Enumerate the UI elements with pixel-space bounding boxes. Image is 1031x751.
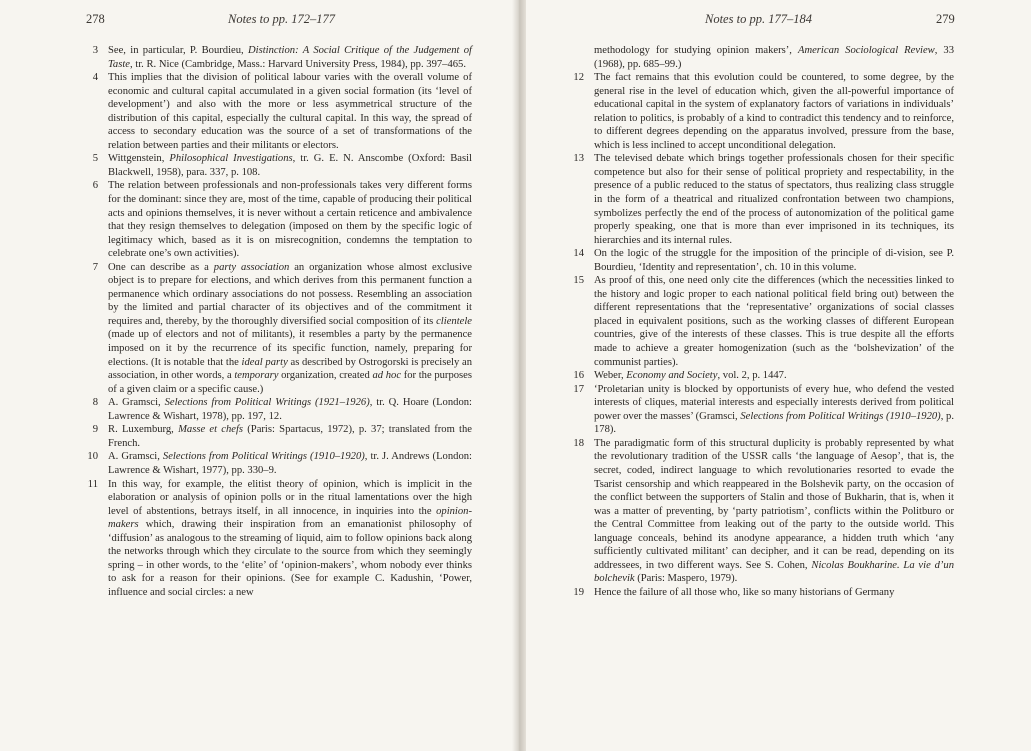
- note-italic-text: Selections from Political Writings (1921–1926): [164, 397, 370, 409]
- note-text: The relation between professionals and non-professionals takes very different forms for the dominant: since they are, most of the time, capable of producing their political acts and opinions themselves, it is never without a certain reticence and ambivalence that they resign themselves to delegation (imposed on them by the specific logic of legitimacy which, based as it is on misrecognition, condemns the temptation to celebrate one’s own activities).: [108, 180, 472, 260]
- note-12: [566, 71, 954, 152]
- right-page-number: 279: [936, 12, 955, 26]
- note-text: , tr. J. Andrews (London: Lawrence & Wishart, 1977), pp. 330–9.: [108, 451, 472, 476]
- note-text: A. Gramsci,: [108, 451, 163, 463]
- note-text: , tr. Q. Hoare (London: Lawrence & Wishart, 1978), pp. 197, 12.: [108, 397, 472, 422]
- note-number: 10: [87, 451, 98, 463]
- note-text: The televised debate which brings together professionals chosen for their specific competence but also for their sense of political propriety and respectability, in the presence of a public reduced to the status of spectators, thus realizing class struggle in the form of a theatrical and ritualized confrontation between two champions, symbolizes perfectly the end of the process of autonomization of the political game properly speaking, one that is more than ever imprisoned in its techniques, its hierarchies and its internal rules.: [594, 153, 954, 246]
- note-italic-text: opinion-makers: [108, 505, 472, 531]
- note-text: , vol. 2, p. 1447.: [717, 370, 787, 382]
- note-text: (made up of electors and not of militants), it resembles a party by the permanence imposed on it by the recurrence of its specific function, namely, preparing for elections. (It is notable that the: [108, 329, 472, 368]
- note-18: [566, 437, 954, 586]
- note-text: as described by Ostrogorski is precisely an association, in other words, a: [108, 356, 472, 382]
- note-8: [80, 396, 472, 423]
- note-15: [566, 274, 954, 369]
- note-text: In this way, for example, the elitist theory of opinion, which is implicit in the elaboration or analysis of opinion polls or in the ritual lamentations over the high level of abstentions, betrays itself, in all innocence, in inquiries into the: [108, 478, 472, 517]
- note-text: , tr. G. E. N. Anscombe (Oxford: Basil Blackwell, 1958), para. 337, p. 108.: [108, 153, 472, 178]
- note-number: 3: [92, 45, 98, 56]
- note-text: an organization whose almost exclusive object is to prepare for elections, and which derives from this permanent function a permanence which ordinary associations do not possess. Resembling an association by the limited and partial character of its objectives and of the commitment it requires and, thereby, by the thoroughly diversified social composition of its: [108, 261, 472, 327]
- note-text: Hence the failure of all those who, like so many historians of Germany: [594, 586, 895, 598]
- note-text: See, in particular, P. Bourdieu,: [108, 45, 248, 56]
- note-italic-text: Nicolas Boukharine. La vie d’un bolchevik: [594, 559, 954, 585]
- note-text: ‘Proletarian unity is blocked by opportunists of every hue, who defend the vested interests of cliques, material interests and especially interests derived from political power over the masses’ (Gramsci,: [594, 383, 954, 422]
- note-italic-text: ad hoc: [372, 370, 402, 382]
- note-text: , tr. R. Nice (Cambridge, Mass.: Harvard University Press, 1984), pp. 397–465.: [129, 58, 466, 70]
- note-italic-text: Selections from Political Writings (1910–1920): [740, 410, 941, 422]
- note-number: 15: [573, 275, 584, 287]
- note-italic-text: ideal party: [241, 356, 288, 368]
- note-number: 13: [573, 153, 584, 165]
- left-notes-list: [80, 44, 472, 599]
- note-text: Weber,: [594, 370, 627, 382]
- note-italic-text: temporary: [234, 370, 279, 382]
- note-7: [80, 261, 472, 396]
- note-text: methodology for studying opinion makers’,: [594, 45, 798, 56]
- note-continuation: [566, 44, 954, 71]
- right-page: [518, 0, 1031, 751]
- note-italic-text: clientele: [436, 315, 472, 327]
- note-11: [80, 478, 472, 600]
- note-number: 4: [92, 72, 98, 84]
- note-3: [80, 44, 472, 71]
- note-number: 16: [573, 370, 584, 382]
- note-19: [566, 586, 954, 600]
- note-italic-text: Masse et chefs: [178, 424, 244, 436]
- note-italic-text: Selections from Political Writings (1910–1920): [162, 451, 365, 463]
- right-notes-block: [566, 44, 954, 599]
- note-text: The paradigmatic form of this structural duplicity is probably represented by what the revolutionary tradition of the USSR calls ‘the language of Aesop’, that is, the secret, coded, indirect language to which revolutionaries resorted to evade the Tsarist censorship and which reappeared in the Bolshevik party, on the occasion of the conflict between the supporters of Stalin and those of Bukharin, that is, when it was a matter of preventing, by ‘party patriotism’, conflicts within the Politburo or the Central Committee from leaking out of the party to the outside world. This language conceals, behind its anodyne appearance, a hidden truth which ‘any sufficiently cultivated militant’ can decipher, and it can be read, depending on its addressees, in two different ways. See S. Cohen,: [594, 437, 954, 571]
- right-running-head: Notes to pp. 177–184: [705, 12, 812, 26]
- note-number: 8: [92, 397, 98, 409]
- note-number: 5: [92, 153, 98, 165]
- note-text: This implies that the division of political labour varies with the overall volume of economic and cultural capital accumulated in a given social formation (its ‘level of development’) and also with the more or less asymmetrical structure of the distribution of this capital, especially the cultural capital. In this way, the spread of access to secondary education was the source of a set of transformations of the relation between parties and their militants or electors.: [108, 72, 472, 151]
- note-text: One can describe as a: [108, 261, 214, 273]
- note-number: 9: [92, 424, 98, 436]
- note-number: 12: [573, 72, 584, 84]
- note-number: 19: [573, 586, 584, 598]
- note-italic-text: party association: [213, 261, 290, 273]
- note-6: [80, 179, 472, 260]
- note-16: [566, 369, 954, 383]
- note-italic-text: Economy and Society: [626, 370, 718, 382]
- note-number: 17: [573, 383, 584, 395]
- note-5: [80, 152, 472, 179]
- note-text: As proof of this, one need only cite the differences (which the necessities linked to the history and logic proper to each national political field bring out) between the different representations that the ‘representative’ organizations of social classes placed in equivalent positions, such as the working classes of different European countries, give of the interests of these classes. This is true despite all the efforts made to achieve a greater homogenization (such as the ‘bolshevization’ of the communist parties).: [594, 275, 954, 368]
- note-number: 14: [573, 248, 584, 260]
- note-text: Wittgenstein,: [108, 153, 170, 165]
- note-text: which, drawing their inspiration from an emanationist philosophy of ‘diffusion’ as analogous to the streaming of liquid, aim to follow opinions back along the networks through which they circulate to the source from which they seemingly spring – in other words, to the ‘elite’ of ‘opinion-makers’, whom nobody ever thinks to ask for a reason for their opinions. (See for example C. Kadushin, ‘Power, influence and social circles: a new: [108, 519, 472, 598]
- note-text: R. Luxemburg,: [108, 424, 179, 436]
- note-text: The fact remains that this evolution could be countered, to some degree, by the general rise in the level of education which, given the all-powerful importance of educational capital in the system of explanatory factors of variations in individuals’ relation to politics, is probably of a kind to contradict this tendency and to reinforce, to different degrees depending on the apparatus involved, pressure from the base, which is less inclined to accept unconditional delegation.: [594, 72, 954, 151]
- left-running-head: Notes to pp. 172–177: [228, 12, 335, 26]
- note-10: [80, 450, 472, 477]
- note-4: [80, 71, 472, 152]
- note-14: [566, 247, 954, 274]
- note-text: , p. 178).: [594, 410, 954, 436]
- note-text: , 33 (1968), pp. 685–99.): [594, 45, 955, 70]
- note-italic-text: Distinction: A Social Critique of the Judgement of Taste: [108, 45, 472, 70]
- note-number: 7: [92, 261, 98, 273]
- note-number: 11: [87, 478, 98, 490]
- note-text: (Paris: Spartacus, 1972), p. 37; translated from the French.: [108, 424, 472, 449]
- note-number: 18: [573, 437, 584, 449]
- note-17: [566, 383, 954, 437]
- note-9: [80, 423, 472, 450]
- note-13: [566, 152, 954, 247]
- book-gutter: [512, 0, 526, 751]
- note-text: A. Gramsci,: [108, 397, 165, 409]
- note-text: (Paris: Maspero, 1979).: [634, 573, 738, 585]
- note-italic-text: Philosophical Investigations: [169, 153, 293, 165]
- left-page-number: 278: [86, 12, 105, 26]
- note-number: 6: [92, 180, 98, 192]
- note-italic-text: American Sociological Review: [797, 45, 935, 56]
- right-notes-list: [566, 71, 954, 599]
- note-text: organization, created: [278, 370, 373, 382]
- note-text: On the logic of the struggle for the imposition of the principle of di-vision, see P. Bourdieu, ‘Identity and representation’, ch. 10 in this volume.: [594, 248, 954, 273]
- note-text: for the purposes of a given claim or a specific cause.): [108, 370, 472, 395]
